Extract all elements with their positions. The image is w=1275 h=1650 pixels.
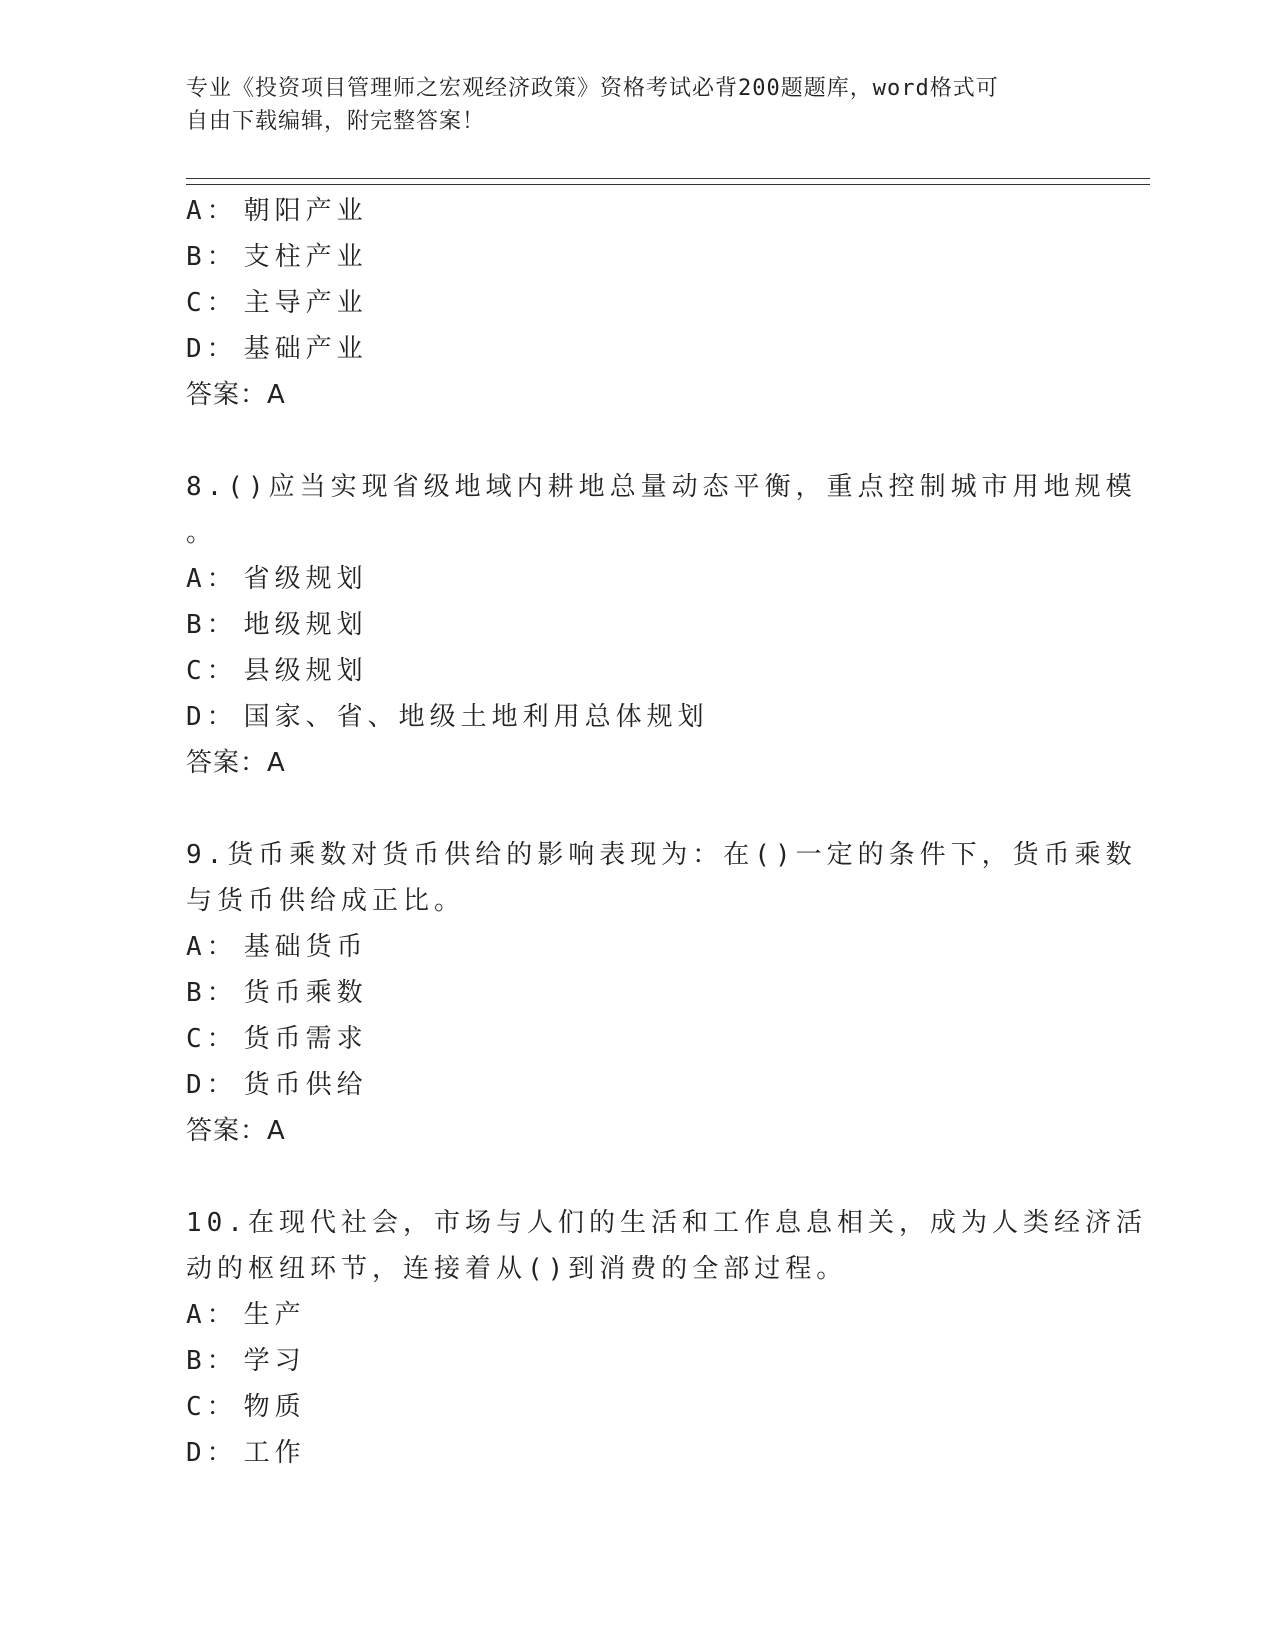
document-header: [186, 72, 1066, 138]
option-c: C： 物质: [186, 1392, 306, 1422]
option-d: D： 基础产业: [186, 334, 368, 364]
option-d: D： 工作: [186, 1438, 306, 1468]
option-a: A： 基础货币: [186, 932, 368, 962]
header-divider: [186, 178, 1150, 185]
question-stem-line-2: 动的枢纽环节，连接着从()到消费的全部过程。: [186, 1254, 848, 1284]
question-10: [186, 1200, 1147, 1476]
option-b: B： 货币乘数: [186, 978, 368, 1008]
question-stem-line-2: 与货币供给成正比。: [186, 886, 466, 916]
option-a: A： 朝阳产业: [186, 196, 368, 226]
option-a: A： 生产: [186, 1300, 306, 1330]
question-list: [186, 188, 1147, 1476]
question-9: [186, 832, 1137, 1154]
option-b: B： 支柱产业: [186, 242, 368, 272]
option-b: B： 学习: [186, 1346, 306, 1376]
option-c: C： 货币需求: [186, 1024, 368, 1054]
question-prev: [186, 188, 1106, 418]
question-stem-line-1: 9.货币乘数对货币供给的影响表现为：在()一定的条件下，货币乘数: [186, 840, 1137, 870]
option-d: D： 货币供给: [186, 1070, 368, 1100]
question-8: [186, 464, 1137, 786]
answer-line: 答案：A: [186, 748, 286, 778]
option-b: B： 地级规划: [186, 610, 368, 640]
option-d: D： 国家、省、地级土地利用总体规划: [186, 702, 709, 732]
header-line-2: 自由下载编辑，附完整答案！: [186, 109, 486, 134]
answer-line: 答案：A: [186, 1116, 286, 1146]
spacer: [186, 1154, 1106, 1200]
question-stem-line-2: 。: [186, 518, 218, 548]
spacer: [186, 786, 1106, 832]
answer-line: 答案：A: [186, 380, 286, 410]
question-stem-line-1: 10.在现代社会，市场与人们的生活和工作息息相关，成为人类经济活: [186, 1208, 1147, 1238]
option-a: A： 省级规划: [186, 564, 368, 594]
option-c: C： 县级规划: [186, 656, 368, 686]
spacer: [186, 418, 1106, 464]
option-c: C： 主导产业: [186, 288, 368, 318]
header-line-1: 专业《投资项目管理师之宏观经济政策》资格考试必背200题题库，word格式可: [186, 76, 999, 101]
question-stem-line-1: 8.()应当实现省级地域内耕地总量动态平衡，重点控制城市用地规模: [186, 472, 1137, 502]
